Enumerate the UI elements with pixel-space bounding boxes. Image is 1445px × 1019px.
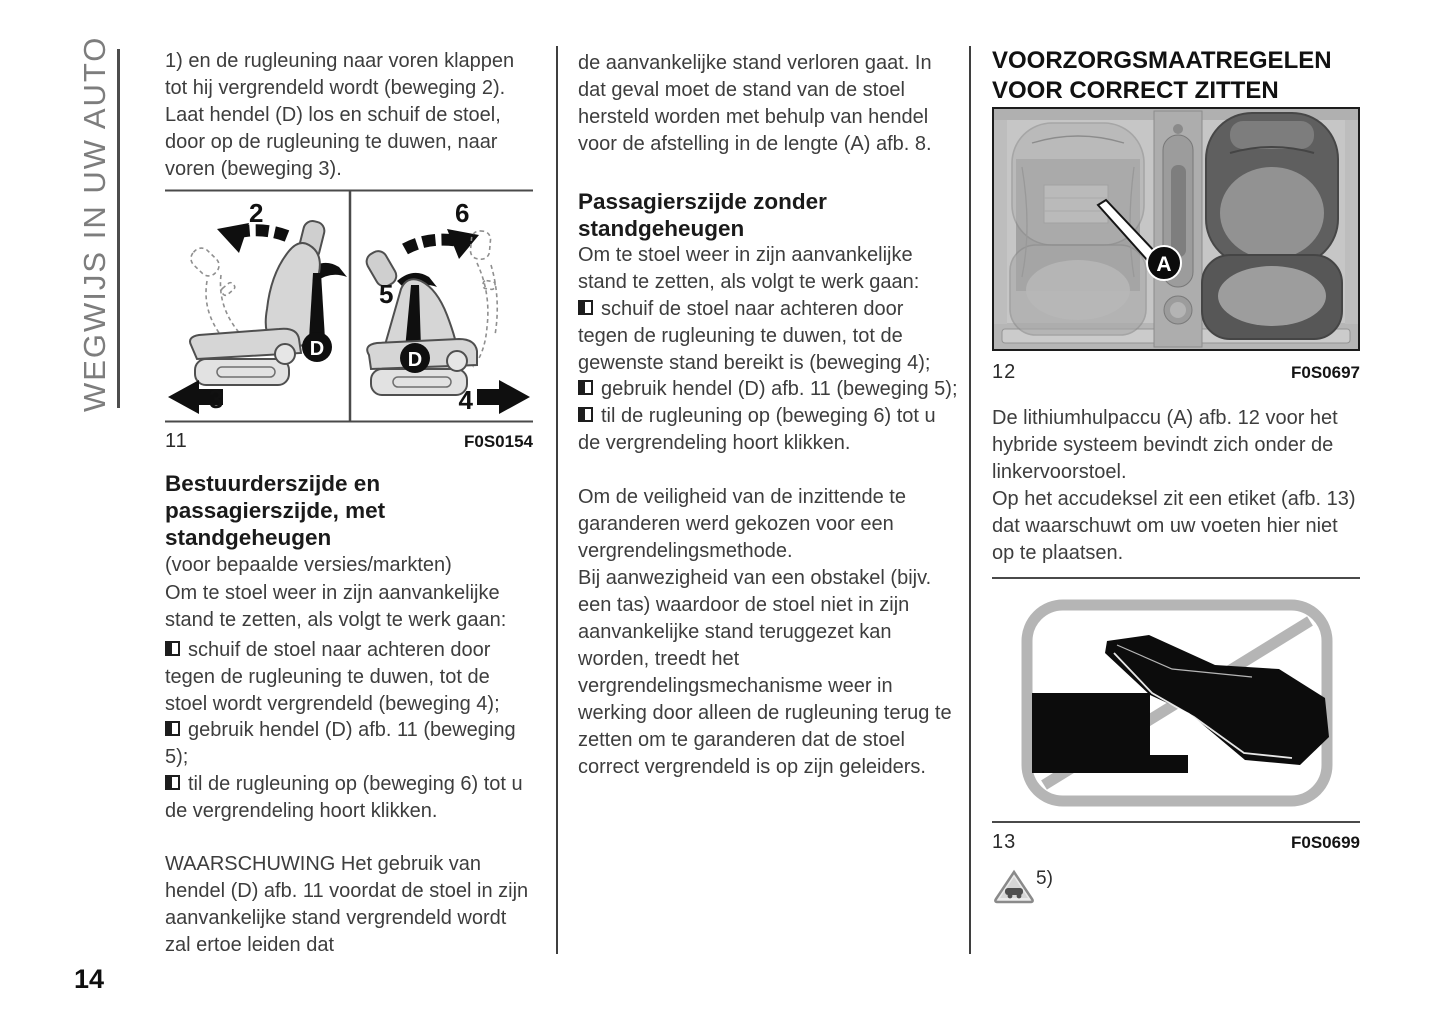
version-note: (voor bepaalde versies/markten) <box>165 554 452 576</box>
bullet-text: gebruik hendel (D) afb. 11 (beweging 5); <box>601 378 958 401</box>
bullet-square-icon <box>578 380 593 395</box>
slide-arrow-4 <box>477 380 530 414</box>
list-item <box>165 771 533 825</box>
battery-paragraph: De lithiumhulpaccu (A) afb. 12 voor het hybride systeem bevindt zich onder de linkervoorstoel. <box>992 407 1338 483</box>
figure13-caption <box>992 831 1360 854</box>
sidebar-rule <box>117 49 120 408</box>
column-divider-1 <box>556 46 558 954</box>
chapter-sidebar-label: WEGWIJS IN UW AUTO <box>77 35 112 412</box>
bullet-text: schuif de stoel naar achteren door tegen de rugleuning te duwen, tot de stoel wordt vergrendeld (beweging 4); <box>165 639 500 715</box>
section-heading-precautions: VOORZORGSMAATREGELEN VOOR CORRECT ZITTEN <box>992 47 1332 104</box>
label-d-left: D <box>309 338 325 360</box>
list-item <box>165 717 533 771</box>
label-paragraph: Op het accudeksel zit een etiket (afb. 13) dat waarschuwt om uw voeten hier niet op te plaatsen. <box>992 488 1356 564</box>
procedure-list <box>165 637 533 825</box>
label-5: 5 <box>379 279 394 309</box>
warning-triangle-car-icon <box>992 868 1036 906</box>
column-2 <box>578 0 958 1019</box>
warning-paragraph: WAARSCHUWING Het gebruik van hendel (D) afb. 11 voordat de stoel in zijn aanvankelijke stand vergrendeld wordt zal ertoe leiden dat <box>165 853 529 956</box>
figure13-code: F0S0699 <box>1291 833 1360 852</box>
rotate-arrow-6 <box>405 240 459 249</box>
procedure-list <box>578 296 958 457</box>
list-item <box>165 637 533 717</box>
label-6: 6 <box>455 198 470 228</box>
column-divider-2 <box>969 46 971 954</box>
seat-diagram-right <box>363 198 530 415</box>
figure11-code: F0S0154 <box>464 432 533 451</box>
column-1 <box>165 0 533 1019</box>
footnote-row <box>992 868 1053 890</box>
bullet-square-icon <box>165 775 180 790</box>
column-3 <box>992 0 1360 1019</box>
figure-seats-photo <box>992 107 1360 351</box>
figure12-number: 12 <box>992 361 1017 383</box>
callout-a-label: A <box>1156 253 1172 276</box>
list-item <box>578 376 958 403</box>
label-2: 2 <box>249 198 264 228</box>
bullet-square-icon <box>578 407 593 422</box>
handbrake-lever <box>1171 165 1186 257</box>
bullet-square-icon <box>578 300 593 315</box>
section-heading-memory: Bestuurderszijde en passagierszijde, met standgeheugen <box>165 471 386 550</box>
label-3: 3 <box>209 384 224 414</box>
figure12-caption <box>992 361 1360 384</box>
figure13-bottom-rule <box>992 821 1360 823</box>
bullet-square-icon <box>165 641 180 656</box>
figure13-number: 13 <box>992 831 1017 853</box>
seat-base-right <box>371 369 467 395</box>
prohibition-sign <box>1027 605 1329 801</box>
lead-paragraph: Om te stoel weer in zijn aanvankelijke stand te zetten, als volgt te werk gaan: <box>165 582 507 631</box>
figure13-top-rule <box>992 577 1360 579</box>
center-console <box>1154 111 1202 347</box>
recliner-pivot-right <box>447 351 467 371</box>
right-seat <box>1202 113 1342 339</box>
lead-paragraph: Om te stoel weer in zijn aanvankelijke stand te zetten, als volgt te werk gaan: <box>578 244 920 293</box>
recliner-pivot <box>275 344 295 364</box>
list-item <box>578 296 958 376</box>
page-number: 14 <box>74 964 105 994</box>
continuation-paragraph: de aanvankelijke stand verloren gaat. In dat geval moet de stand van de stoel hersteld worden met behulp van hendel voor de afstelling in de lengte (A) afb. 8. <box>578 52 932 155</box>
list-item <box>578 403 958 457</box>
figure-no-feet-label <box>992 593 1360 815</box>
safety-paragraph: Om de veiligheid van de inzittende te garanderen werd gekozen voor een vergrendelingsmethode. <box>578 486 906 562</box>
figure-seat-adjustment-diagram <box>165 189 533 423</box>
figure11-number: 11 <box>165 430 188 452</box>
section-heading-no-memory: Passagierszijde zonder standgeheugen <box>578 189 827 241</box>
obstacle-paragraph: Bij aanwezigheid van een obstakel (bijv. een tas) waardoor de stoel niet in zijn aanvankelijke stand teruggezet kan worden, treedt het vergrendelingsmechanisme weer in werking door alleen de rugleuning terug te zetten om te garanderen dat de stoel correct vergrendeld is op zijn geleiders. <box>578 567 952 778</box>
seat-diagram-left <box>168 198 347 414</box>
bullet-text: til de rugleuning op (beweging 6) tot u de vergrendeling hoort klikken. <box>165 772 523 822</box>
label-4: 4 <box>458 385 473 415</box>
bullet-text: til de rugleuning op (beweging 6) tot u de vergrendeling hoort klikken. <box>578 405 936 454</box>
figure11-caption <box>165 430 533 453</box>
figure12-code: F0S0697 <box>1291 363 1360 382</box>
bullet-square-icon <box>165 721 180 736</box>
intro-paragraph: 1) en de rugleuning naar voren klappen tot hij vergrendeld wordt (beweging 2). Laat hendel (D) los en schuif de stoel, door op de rugleuning te duwen, naar voren (beweging 3). <box>165 50 515 180</box>
label-d-right: D <box>407 349 423 371</box>
bullet-text: gebruik hendel (D) afb. 11 (beweging 5); <box>165 719 516 769</box>
bullet-text: schuif de stoel naar achteren door tegen de rugleuning te duwen, tot de gewenste stand bereikt is (beweging 4); <box>578 298 931 374</box>
footnote-ref: 5) <box>1036 868 1053 889</box>
